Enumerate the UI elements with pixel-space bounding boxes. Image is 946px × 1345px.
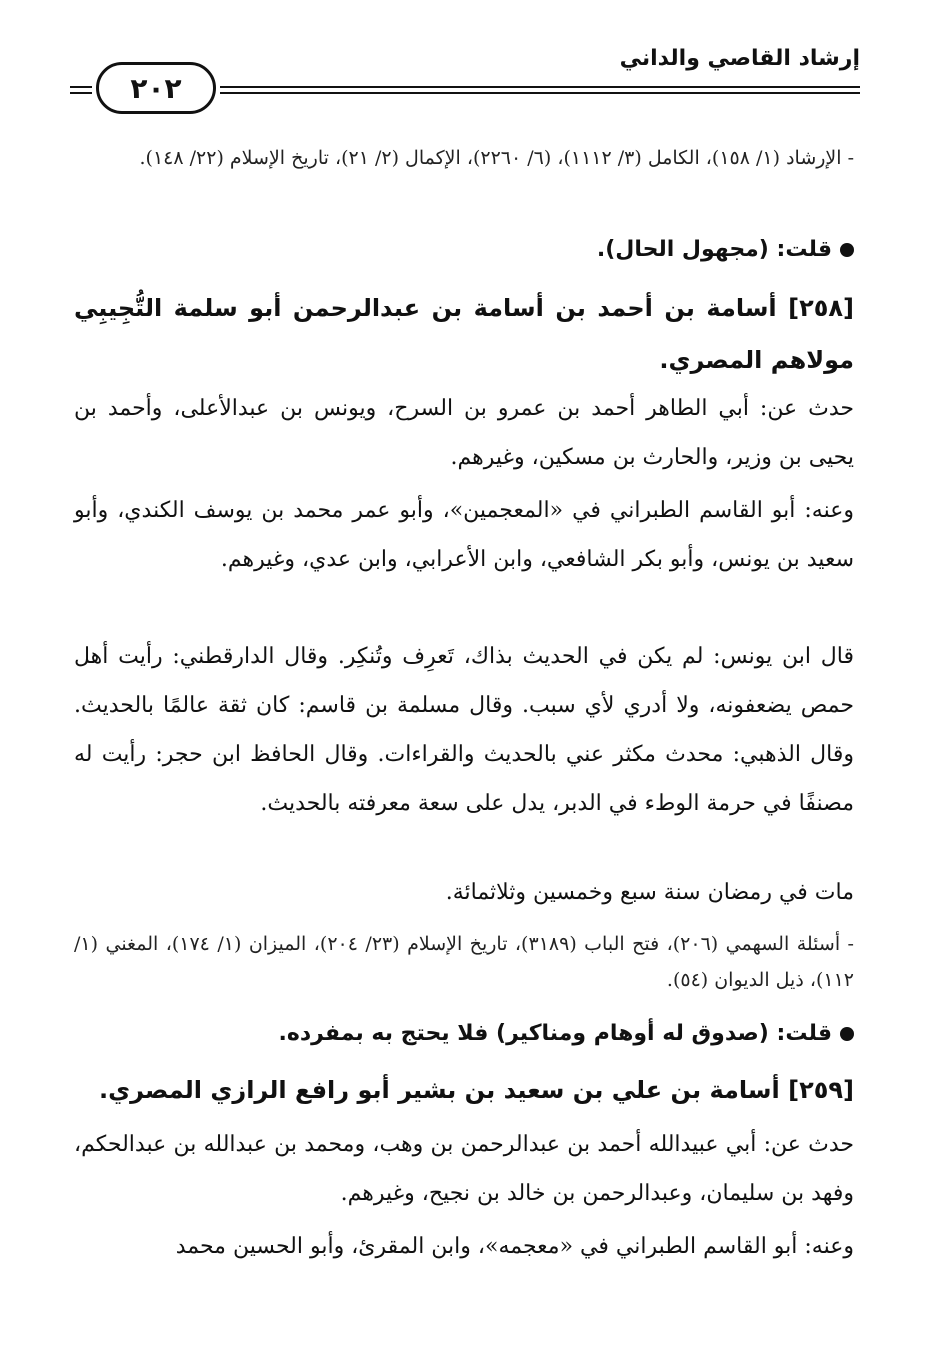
header-rule-bottom [220, 92, 860, 94]
entry-259-heading: [٢٥٩] أسامة بن علي بن سعيد بن بشير أبو رافع الرازي المصري. [99, 1076, 854, 1104]
critics-opinions-paragraph-258: قال ابن يونس: لم يكن في الحديث بذاك، تَعرِف وتُنكِر. وقال الدارقطني: رأيت أهل حمص يضعفونه، ولا أدري لأي سبب. وقال مسلمة بن قاسم: كان ثقة عالمًا بالحديث. وقال الذهبي: محدث مكثر عني بالحديث والقراءات. وقال الحافظ ابن حجر: رأيت له مصنفًا في حرمة الوطء في الدبر، يدل على سعة معرفته بالحديث. [74, 644, 854, 816]
page-number: ٢٠٢ [96, 62, 216, 114]
page-header [70, 40, 860, 110]
editor-note-1 [74, 232, 854, 268]
header-rule-left-top [70, 86, 92, 88]
source-references-2: - أسئلة السهمي (٢٠٦)، فتح الباب (٣١٨٩)، تاريخ الإسلام (٢٣/ ٢٠٤)، الميزان (١/ ١٧٤)، المغني (١/ ١١٢)، ذيل الديوان (٥٤). [74, 933, 854, 991]
narrators-paragraph-259: وعنه: أبو القاسم الطبراني في «معجمه»، وابن المقرئ، وأبو الحسين محمد [175, 1234, 854, 1259]
header-rule-left-bottom [70, 92, 92, 94]
narrated-from-paragraph-259: حدث عن: أبي عبيدالله أحمد بن عبدالرحمن بن وهب، ومحمد بن عبدالله بن عبدالحكم، وفهد بن سليمان، وعبدالرحمن بن خالد بن نجيح، وغيرهم. [74, 1132, 854, 1206]
source-references-1: - الإرشاد (١/ ١٥٨)، الكامل (٣/ ١١١٢)، (٦/ ٢٢٦٠)، الإكمال (٢/ ٢١)، تاريخ الإسلام (٢٢/ ١٤٨). [139, 147, 854, 169]
narrators-paragraph-258: وعنه: أبو القاسم الطبراني في «المعجمين»، وأبو عمر محمد بن يوسف الكندي، وأبو سعيد بن يونس، وأبو بكر الشافعي، وابن الأعرابي، وابن عدي، وغيرهم. [74, 498, 854, 572]
editor-note-2 [74, 1016, 854, 1052]
narrated-from-paragraph-258: حدث عن: أبي الطاهر أحمد بن عمرو بن السرح، ويونس بن عبدالأعلى، وأحمد بن يحيى بن وزير، والحارث بن مسكين، وغيرهم. [74, 396, 854, 470]
editor-note-2-text: قلت: (صدوق له أوهام ومناكير) فلا يحتج به بمفرده. [278, 1021, 832, 1046]
editor-note-1-text: قلت: (مجهول الحال). [596, 237, 832, 262]
entry-258-heading: [٢٥٨] أسامة بن أحمد بن أسامة بن عبدالرحمن أبو سلمة التُّجِيبِي مولاهم المصري. [74, 294, 854, 374]
running-title: إرشاد القاصي والداني [619, 46, 860, 71]
header-rule-top [220, 86, 860, 88]
bullet-icon [840, 1027, 854, 1041]
bullet-icon [840, 243, 854, 257]
death-date-paragraph-258: مات في رمضان سنة سبع وخمسين وثلاثمائة. [445, 880, 854, 905]
